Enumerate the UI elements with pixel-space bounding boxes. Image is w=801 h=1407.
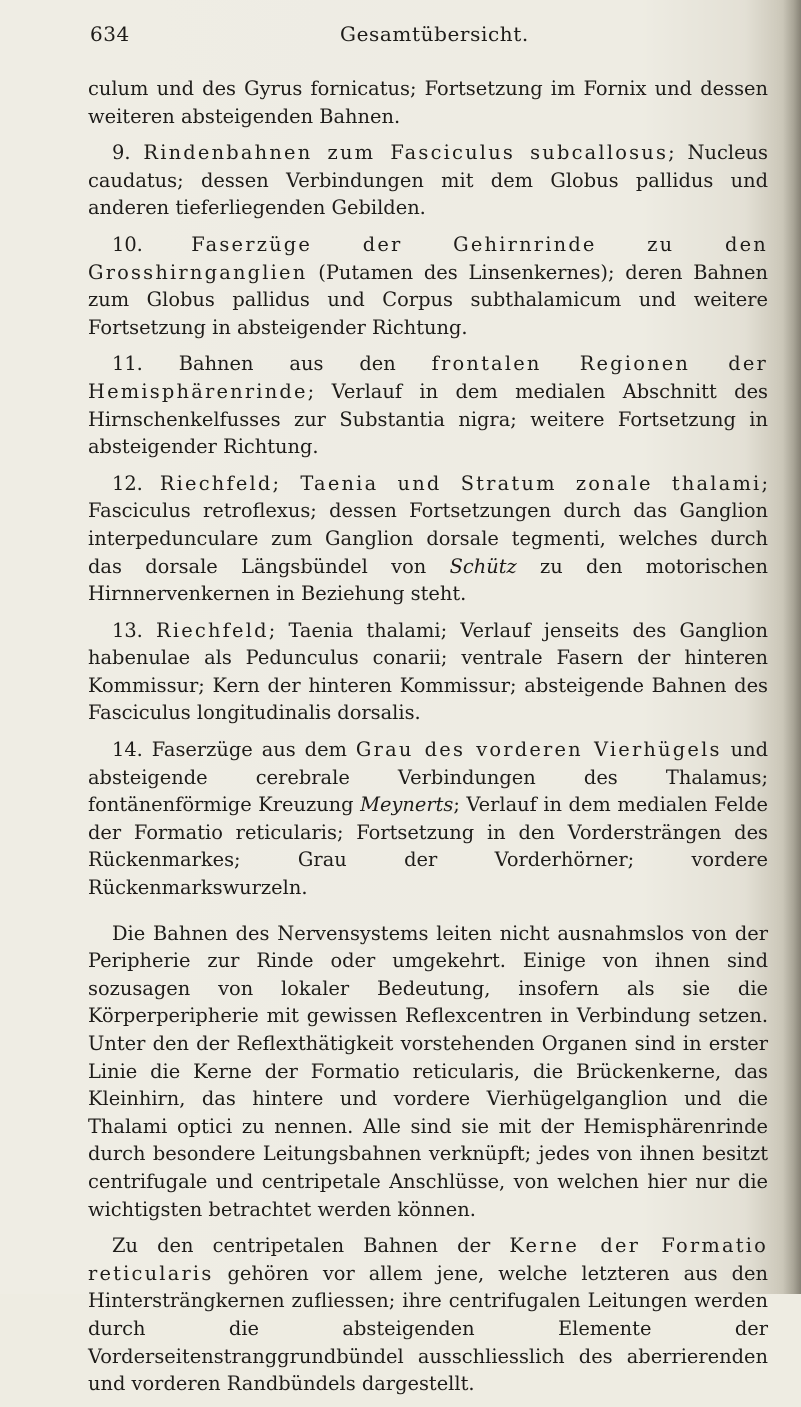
text-run: Zu den centripetalen Bahnen der [112, 1234, 510, 1258]
paragraph [88, 736, 768, 902]
page-edge-shadow [783, 0, 801, 1294]
text-run: zu den motorischen Hirnnervenkernen in Beziehung steht. [88, 554, 768, 606]
text-run: 13. [112, 618, 157, 642]
text-run: (Putamen des Linsenkernes); deren Bahnen zum Globus pallidus und Corpus subthalamicum und weitere Fortsetzung in absteigender Richtung. [88, 260, 768, 339]
spaced-emphasis: Rindenbahnen zum Fasciculus subcallosus [143, 141, 669, 165]
text-run: ; Nucleus caudatus; dessen Verbindungen mit dem Globus pallidus und anderen tieferliegenden Gebilden. [88, 141, 768, 220]
italic-name: Meynerts [360, 793, 454, 817]
text-run: ; Fasciculus retroflexus; dessen Fortsetzungen durch das Ganglion interpedunculare zum Ganglion dorsale tegmenti, welches durch das dorsale Längsbündel von [88, 471, 768, 578]
body-text [88, 75, 768, 1407]
text-run: 11. Bahnen aus den [112, 352, 432, 376]
text-run: und absteigende cerebrale Verbindungen des Thalamus; fontänenförmige Kreuzung [88, 738, 768, 817]
paragraph [88, 75, 768, 130]
spaced-emphasis: frontalen Regionen der Hemisphärenrinde [88, 352, 768, 403]
text-run: ; Taenia thalami; Verlauf jenseits des Ganglion habenulae als Pedunculus conarii; ventrale Fasern der hinteren Kommissur; Kern der hinteren Kommissur; absteigende Bahnen des Fasciculus longitudinalis dorsalis. [88, 618, 768, 725]
text-run: culum und des Gyrus fornicatus; Fortsetzung im Fornix und dessen weiteren absteigenden Bahnen. [88, 77, 768, 128]
spaced-emphasis: Kerne der Formatio reticularis [88, 1234, 768, 1285]
text-run: ; Verlauf in dem medialen Abschnitt des Hirnschenkelfusses zur Substantia nigra; weitere Fortsetzung in absteigender Richtung. [88, 379, 768, 459]
text-run: 9. [112, 141, 144, 165]
paragraph [88, 1232, 768, 1398]
paragraph [88, 617, 768, 727]
text-run: ; Verlauf in dem medialen Felde der Formatio reticularis; Fortsetzung in den Vordersträngen des Rückenmarkes; Grau der Vorderhörner; vordere Rückenmarkswurzeln. [88, 793, 768, 900]
paragraph [88, 920, 768, 1224]
spaced-emphasis: Riechfeld [156, 618, 269, 642]
running-head: Gesamtübersicht. [340, 22, 529, 46]
page-number: 634 [90, 22, 130, 46]
paragraph [88, 350, 768, 460]
text-run: gehören vor allem jene, welche letzteren aus den Hintersträngkernen zufliessen; ihre centrifugalen Leitungen werden durch die absteigenden Elemente der Vorderseitenstranggrundbündel ausschliesslich des aberrierenden und vorderen Randbündels dargestellt. [88, 1261, 768, 1396]
paragraph [88, 139, 768, 222]
text-run: 12. [112, 471, 160, 495]
paragraph [88, 231, 768, 341]
spaced-emphasis: Grau des vorderen Vierhügels [355, 738, 722, 762]
spaced-emphasis: Riechfeld; Taenia und Stratum zonale thalami [159, 471, 762, 495]
text-run: Die Bahnen des Nervensystems leiten nicht ausnahmslos von der Peripherie zur Rinde oder umgekehrt. Einige von ihnen sind sozusagen von lokaler Bedeutung, insofern als sie die Körperperipherie mit gewissen Reflexcentren in Verbindung setzen. Unter den der Reflexthätigkeit vorstehenden Organen sind in erster Linie die Kerne der Formatio reticularis, die Brückenkerne, das Kleinhirn, das hintere und vordere Vierhügelganglion und die Thalami optici zu nennen. Alle sind sie mit der Hemisphärenrinde durch besondere Leitungsbahnen verknüpft; jedes von ihnen besitzt centrifugale und centripetale Anschlüsse, von welchen hier nur die wichtigsten betrachtet werden können. [88, 921, 768, 1221]
spaced-emphasis: Faserzüge der Gehirnrinde zu den Grosshirnganglien [88, 232, 768, 284]
page-header [90, 22, 770, 52]
italic-name: Schütz [449, 554, 517, 578]
text-run: 10. [112, 232, 192, 256]
text-run: 14. Faserzüge aus dem [112, 738, 356, 762]
paragraph [88, 470, 768, 608]
